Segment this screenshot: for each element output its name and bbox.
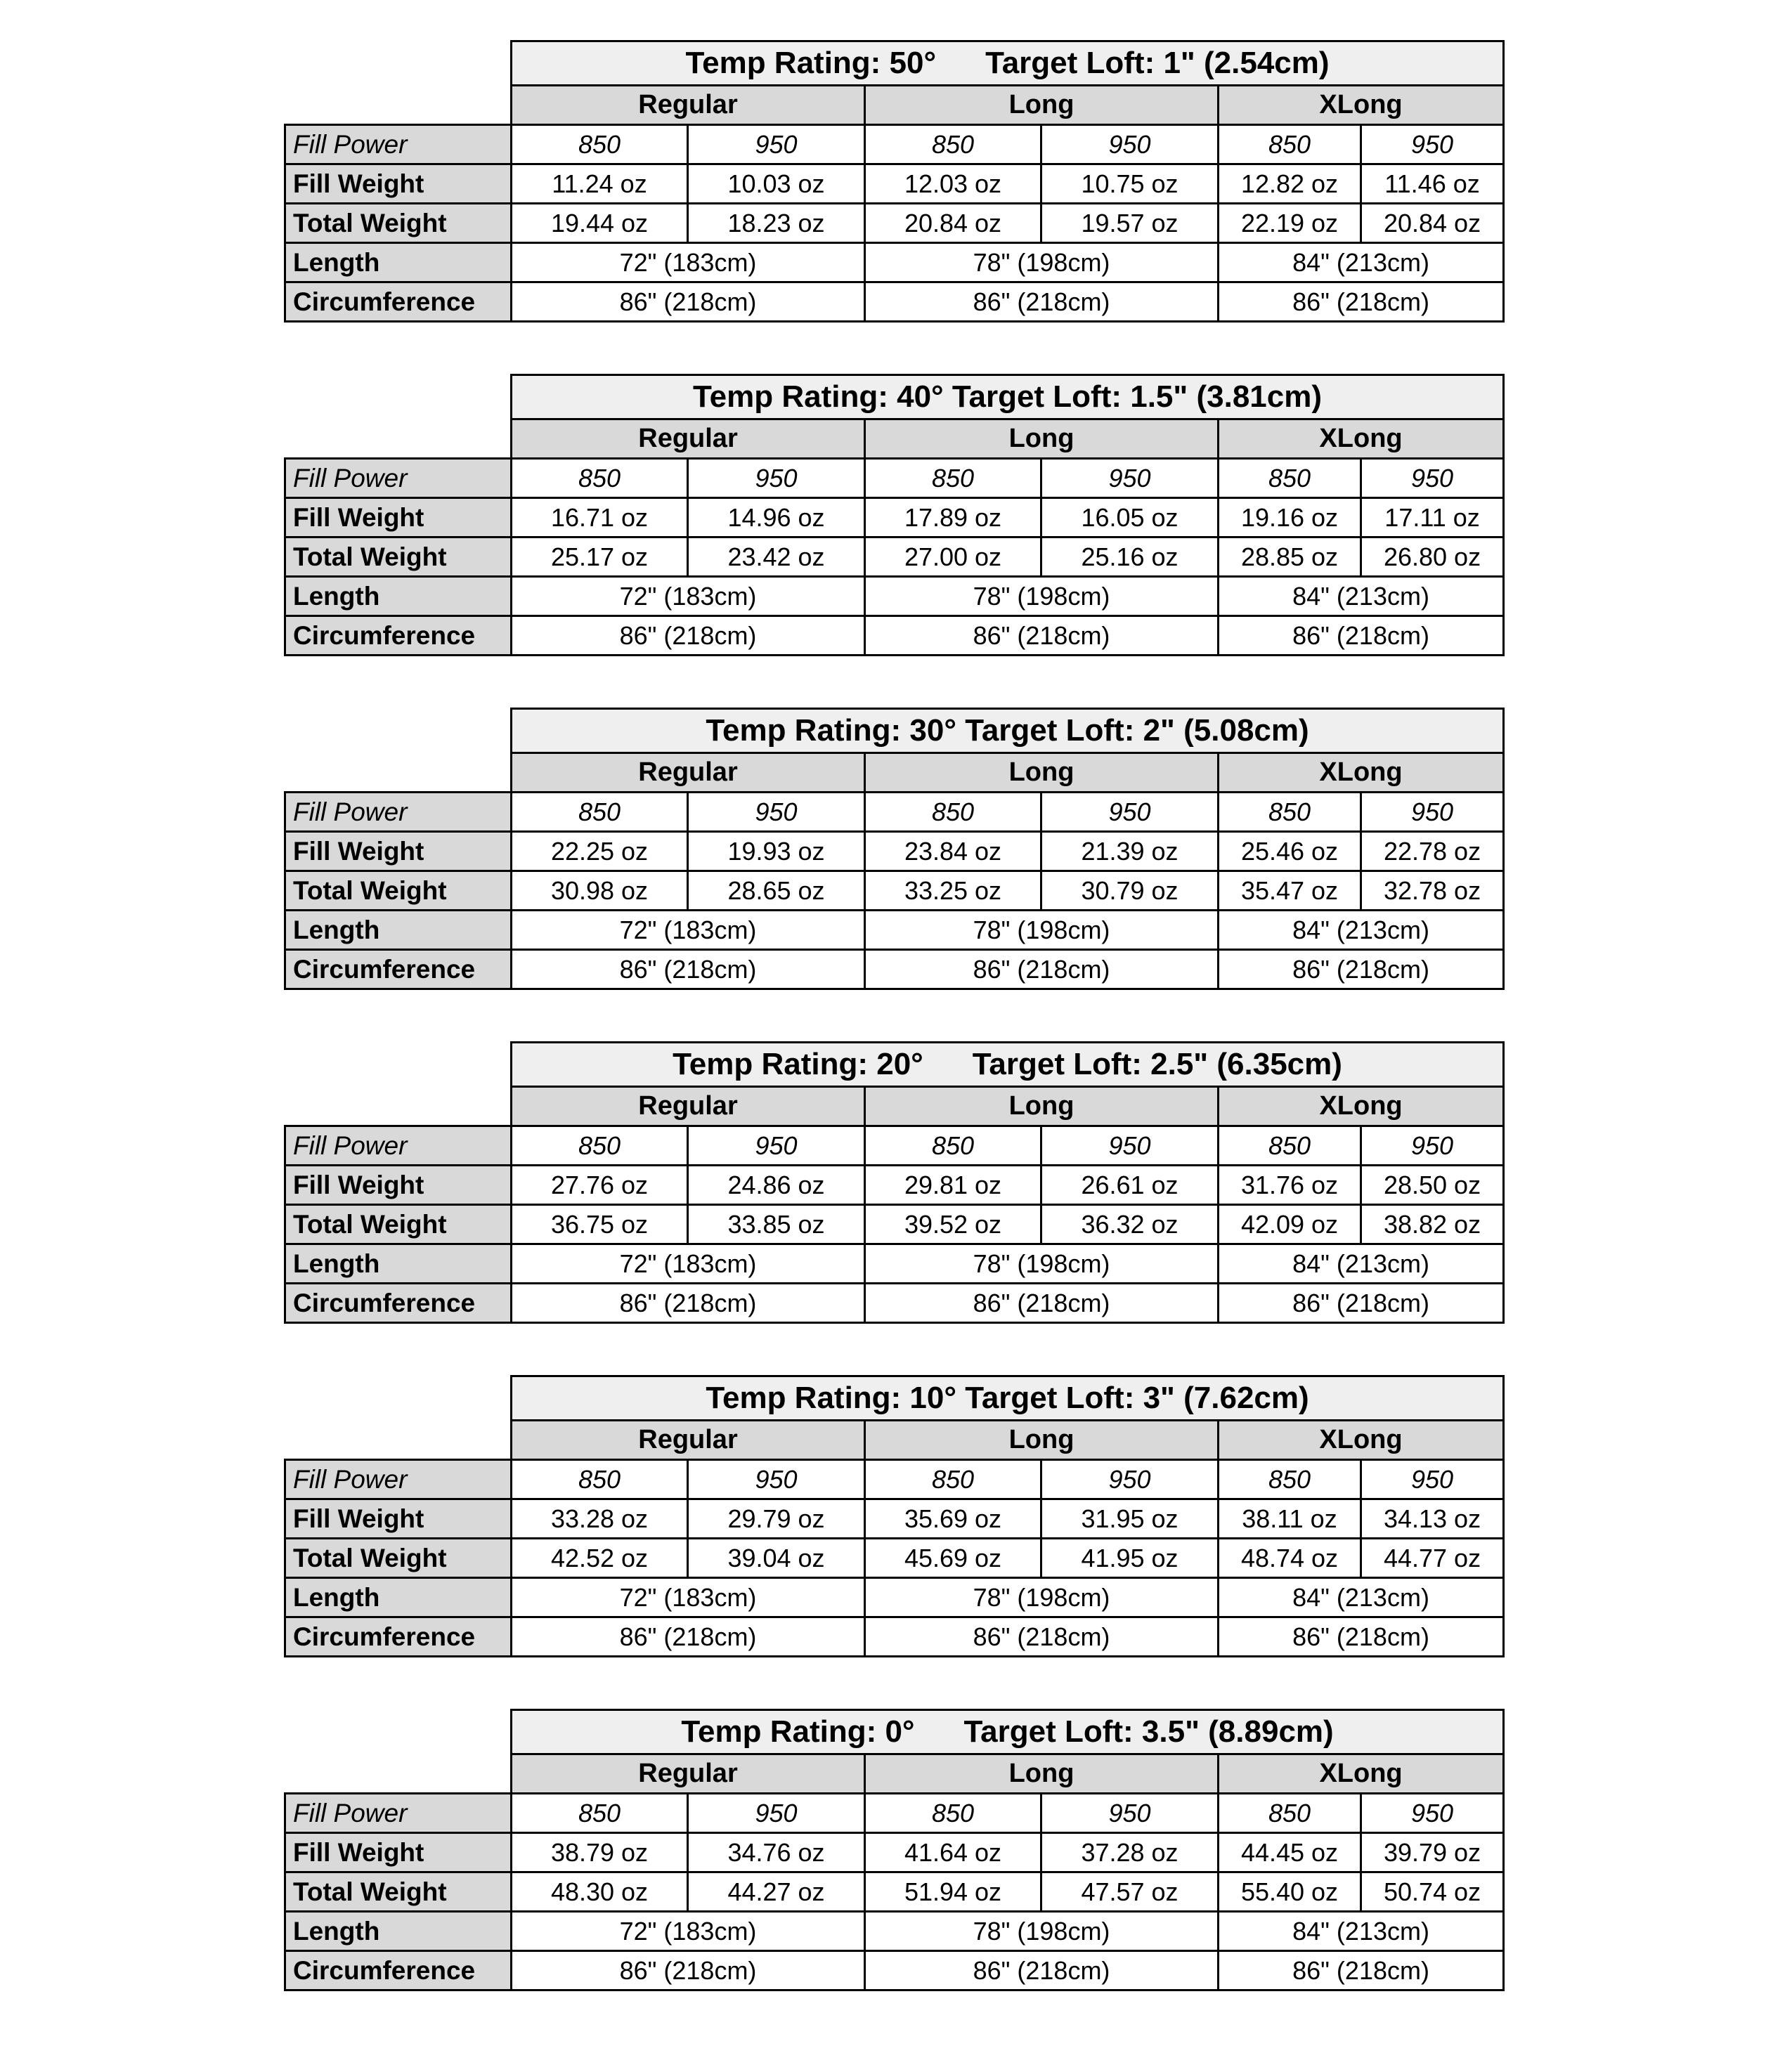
length-cell: 72" (183cm) xyxy=(512,243,865,282)
circumference-cell: 86" (218cm) xyxy=(512,950,865,989)
corner-blank xyxy=(285,1710,512,1754)
spec-table xyxy=(284,40,1505,322)
circumference-cell: 86" (218cm) xyxy=(1219,616,1504,656)
row-label-length: Length xyxy=(285,911,512,950)
size-header: Long xyxy=(865,86,1219,125)
spec-table xyxy=(284,1709,1505,1991)
row-label-fill-weight: Fill Weight xyxy=(285,1166,512,1205)
fill-power-cell: 850 xyxy=(512,793,688,832)
circumference-cell: 86" (218cm) xyxy=(865,616,1219,656)
total-weight-cell: 33.85 oz xyxy=(688,1205,865,1244)
fill-power-cell: 950 xyxy=(688,459,865,498)
total-weight-cell: 41.95 oz xyxy=(1041,1539,1219,1578)
size-header: Regular xyxy=(512,1087,865,1126)
circumference-cell: 86" (218cm) xyxy=(1219,1284,1504,1323)
size-header: XLong xyxy=(1219,1754,1504,1794)
length-cell: 72" (183cm) xyxy=(512,577,865,616)
fill-power-row xyxy=(285,1794,1504,1833)
fill-power-cell: 850 xyxy=(1219,793,1361,832)
fill-weight-cell: 22.25 oz xyxy=(512,832,688,871)
circumference-row xyxy=(285,282,1504,322)
circumference-cell: 86" (218cm) xyxy=(865,950,1219,989)
fill-weight-cell: 19.93 oz xyxy=(688,832,865,871)
fill-weight-cell: 11.46 oz xyxy=(1361,164,1504,204)
fill-weight-cell: 17.11 oz xyxy=(1361,498,1504,537)
fill-weight-cell: 35.69 oz xyxy=(865,1499,1041,1539)
total-weight-cell: 23.42 oz xyxy=(688,537,865,577)
table-title xyxy=(512,375,1504,419)
title-row xyxy=(285,41,1504,86)
total-weight-cell: 28.85 oz xyxy=(1219,537,1361,577)
size-header: Long xyxy=(865,419,1219,459)
title-row xyxy=(285,1710,1504,1754)
fill-power-cell: 950 xyxy=(1361,1460,1504,1499)
fill-power-cell: 950 xyxy=(1041,1460,1219,1499)
corner-blank xyxy=(285,1754,512,1794)
target-loft: Target Loft: 2.5" (6.35cm) xyxy=(972,1047,1342,1081)
total-weight-cell: 25.17 oz xyxy=(512,537,688,577)
fill-power-cell: 850 xyxy=(865,1126,1041,1166)
target-loft: Target Loft: 1" (2.54cm) xyxy=(985,46,1330,80)
length-cell: 84" (213cm) xyxy=(1219,1578,1504,1617)
fill-power-row xyxy=(285,793,1504,832)
fill-weight-cell: 22.78 oz xyxy=(1361,832,1504,871)
total-weight-cell: 42.52 oz xyxy=(512,1539,688,1578)
spec-table xyxy=(284,374,1505,656)
total-weight-cell: 19.44 oz xyxy=(512,204,688,243)
length-cell: 78" (198cm) xyxy=(865,243,1219,282)
fill-power-cell: 850 xyxy=(1219,1460,1361,1499)
fill-weight-row xyxy=(285,498,1504,537)
fill-weight-cell: 10.03 oz xyxy=(688,164,865,204)
row-label-length: Length xyxy=(285,577,512,616)
total-weight-cell: 55.40 oz xyxy=(1219,1872,1361,1912)
size-header: XLong xyxy=(1219,1421,1504,1460)
fill-weight-cell: 34.13 oz xyxy=(1361,1499,1504,1539)
length-cell: 84" (213cm) xyxy=(1219,577,1504,616)
size-header: Regular xyxy=(512,1421,865,1460)
fill-weight-cell: 31.95 oz xyxy=(1041,1499,1219,1539)
fill-power-cell: 950 xyxy=(1361,1794,1504,1833)
fill-weight-cell: 10.75 oz xyxy=(1041,164,1219,204)
corner-blank xyxy=(285,1421,512,1460)
length-row xyxy=(285,1578,1504,1617)
table-title xyxy=(512,1376,1504,1421)
row-label-total-weight: Total Weight xyxy=(285,1205,512,1244)
total-weight-cell: 19.57 oz xyxy=(1041,204,1219,243)
row-label-fill-power: Fill Power xyxy=(285,1126,512,1166)
fill-weight-cell: 11.24 oz xyxy=(512,164,688,204)
row-label-total-weight: Total Weight xyxy=(285,537,512,577)
size-header: Regular xyxy=(512,86,865,125)
fill-weight-cell: 17.89 oz xyxy=(865,498,1041,537)
total-weight-cell: 45.69 oz xyxy=(865,1539,1041,1578)
corner-blank xyxy=(285,375,512,419)
fill-power-cell: 950 xyxy=(1361,1126,1504,1166)
fill-power-cell: 850 xyxy=(1219,1794,1361,1833)
size-header: XLong xyxy=(1219,1087,1504,1126)
title-row xyxy=(285,375,1504,419)
temp-rating: Temp Rating: 30° xyxy=(706,713,956,748)
fill-weight-row xyxy=(285,1833,1504,1872)
total-weight-cell: 51.94 oz xyxy=(865,1872,1041,1912)
fill-power-cell: 950 xyxy=(688,125,865,164)
circumference-row xyxy=(285,1951,1504,1990)
fill-weight-cell: 29.81 oz xyxy=(865,1166,1041,1205)
fill-power-cell: 950 xyxy=(688,793,865,832)
row-label-fill-power: Fill Power xyxy=(285,125,512,164)
corner-blank xyxy=(285,1087,512,1126)
fill-power-cell: 950 xyxy=(1361,459,1504,498)
fill-weight-cell: 37.28 oz xyxy=(1041,1833,1219,1872)
row-label-length: Length xyxy=(285,243,512,282)
total-weight-row xyxy=(285,537,1504,577)
size-header: Long xyxy=(865,753,1219,793)
circumference-cell: 86" (218cm) xyxy=(512,616,865,656)
length-cell: 78" (198cm) xyxy=(865,1912,1219,1951)
table-title xyxy=(512,41,1504,86)
row-label-fill-power: Fill Power xyxy=(285,459,512,498)
fill-weight-cell: 12.03 oz xyxy=(865,164,1041,204)
target-loft: Target Loft: 2" (5.08cm) xyxy=(965,713,1309,748)
fill-weight-cell: 38.11 oz xyxy=(1219,1499,1361,1539)
length-cell: 72" (183cm) xyxy=(512,1578,865,1617)
total-weight-cell: 36.32 oz xyxy=(1041,1205,1219,1244)
target-loft: Target Loft: 3" (7.62cm) xyxy=(965,1381,1309,1415)
circumference-row xyxy=(285,1617,1504,1657)
title-row xyxy=(285,1376,1504,1421)
circumference-row xyxy=(285,1284,1504,1323)
fill-weight-cell: 14.96 oz xyxy=(688,498,865,537)
spec-table xyxy=(284,1375,1505,1657)
fill-weight-cell: 24.86 oz xyxy=(688,1166,865,1205)
fill-power-row xyxy=(285,1126,1504,1166)
fill-weight-cell: 34.76 oz xyxy=(688,1833,865,1872)
fill-weight-cell: 23.84 oz xyxy=(865,832,1041,871)
fill-power-cell: 850 xyxy=(512,459,688,498)
row-label-total-weight: Total Weight xyxy=(285,204,512,243)
size-header-row xyxy=(285,1421,1504,1460)
fill-weight-cell: 26.61 oz xyxy=(1041,1166,1219,1205)
circumference-row xyxy=(285,950,1504,989)
fill-power-cell: 850 xyxy=(865,1460,1041,1499)
table-title xyxy=(512,1043,1504,1087)
corner-blank xyxy=(285,1043,512,1087)
total-weight-cell: 39.04 oz xyxy=(688,1539,865,1578)
row-label-circumference: Circumference xyxy=(285,1951,512,1990)
circumference-cell: 86" (218cm) xyxy=(512,1284,865,1323)
size-header: Long xyxy=(865,1421,1219,1460)
row-label-fill-weight: Fill Weight xyxy=(285,1833,512,1872)
fill-weight-cell: 41.64 oz xyxy=(865,1833,1041,1872)
length-cell: 72" (183cm) xyxy=(512,1244,865,1284)
fill-power-cell: 850 xyxy=(1219,1126,1361,1166)
total-weight-cell: 39.52 oz xyxy=(865,1205,1041,1244)
title-row xyxy=(285,709,1504,753)
row-label-fill-weight: Fill Weight xyxy=(285,832,512,871)
total-weight-cell: 30.79 oz xyxy=(1041,871,1219,911)
fill-power-cell: 850 xyxy=(512,125,688,164)
table-title xyxy=(512,1710,1504,1754)
fill-power-cell: 950 xyxy=(1041,793,1219,832)
fill-weight-row xyxy=(285,1166,1504,1205)
row-label-fill-weight: Fill Weight xyxy=(285,164,512,204)
total-weight-cell: 30.98 oz xyxy=(512,871,688,911)
temp-rating: Temp Rating: 50° xyxy=(685,46,937,80)
title-row xyxy=(285,1043,1504,1087)
size-header: Regular xyxy=(512,753,865,793)
fill-power-cell: 850 xyxy=(512,1794,688,1833)
fill-power-cell: 850 xyxy=(865,459,1041,498)
total-weight-cell: 47.57 oz xyxy=(1041,1872,1219,1912)
fill-weight-cell: 38.79 oz xyxy=(512,1833,688,1872)
fill-power-cell: 950 xyxy=(688,1126,865,1166)
total-weight-cell: 48.74 oz xyxy=(1219,1539,1361,1578)
row-label-length: Length xyxy=(285,1912,512,1951)
row-label-total-weight: Total Weight xyxy=(285,871,512,911)
total-weight-cell: 27.00 oz xyxy=(865,537,1041,577)
size-header-row xyxy=(285,86,1504,125)
fill-weight-cell: 39.79 oz xyxy=(1361,1833,1504,1872)
fill-power-cell: 950 xyxy=(1041,1126,1219,1166)
fill-weight-cell: 31.76 oz xyxy=(1219,1166,1361,1205)
fill-power-cell: 950 xyxy=(1041,1794,1219,1833)
fill-power-cell: 850 xyxy=(512,1126,688,1166)
fill-power-cell: 950 xyxy=(1041,125,1219,164)
total-weight-cell: 26.80 oz xyxy=(1361,537,1504,577)
total-weight-row xyxy=(285,1872,1504,1912)
fill-power-cell: 850 xyxy=(865,1794,1041,1833)
total-weight-cell: 44.27 oz xyxy=(688,1872,865,1912)
corner-blank xyxy=(285,709,512,753)
row-label-fill-power: Fill Power xyxy=(285,1460,512,1499)
fill-power-row xyxy=(285,1460,1504,1499)
circumference-cell: 86" (218cm) xyxy=(1219,1617,1504,1657)
fill-power-row xyxy=(285,459,1504,498)
circumference-cell: 86" (218cm) xyxy=(865,1617,1219,1657)
total-weight-cell: 35.47 oz xyxy=(1219,871,1361,911)
row-label-fill-weight: Fill Weight xyxy=(285,498,512,537)
size-header: XLong xyxy=(1219,86,1504,125)
temp-rating: Temp Rating: 10° xyxy=(706,1381,956,1415)
length-cell: 78" (198cm) xyxy=(865,577,1219,616)
circumference-cell: 86" (218cm) xyxy=(865,282,1219,322)
row-label-circumference: Circumference xyxy=(285,950,512,989)
fill-power-cell: 850 xyxy=(512,1460,688,1499)
circumference-cell: 86" (218cm) xyxy=(512,1951,865,1990)
corner-blank xyxy=(285,41,512,86)
row-label-circumference: Circumference xyxy=(285,1617,512,1657)
size-header: Long xyxy=(865,1087,1219,1126)
total-weight-cell: 22.19 oz xyxy=(1219,204,1361,243)
row-label-total-weight: Total Weight xyxy=(285,1539,512,1578)
total-weight-row xyxy=(285,871,1504,911)
circumference-row xyxy=(285,616,1504,656)
circumference-cell: 86" (218cm) xyxy=(1219,1951,1504,1990)
fill-weight-cell: 29.79 oz xyxy=(688,1499,865,1539)
fill-power-cell: 850 xyxy=(1219,459,1361,498)
fill-weight-cell: 16.05 oz xyxy=(1041,498,1219,537)
circumference-cell: 86" (218cm) xyxy=(1219,950,1504,989)
length-row xyxy=(285,577,1504,616)
fill-weight-cell: 12.82 oz xyxy=(1219,164,1361,204)
fill-power-cell: 950 xyxy=(1361,793,1504,832)
total-weight-cell: 25.16 oz xyxy=(1041,537,1219,577)
row-label-circumference: Circumference xyxy=(285,282,512,322)
size-header-row xyxy=(285,1754,1504,1794)
row-label-length: Length xyxy=(285,1244,512,1284)
table-title xyxy=(512,709,1504,753)
total-weight-cell: 38.82 oz xyxy=(1361,1205,1504,1244)
row-label-total-weight: Total Weight xyxy=(285,1872,512,1912)
total-weight-cell: 36.75 oz xyxy=(512,1205,688,1244)
fill-power-cell: 850 xyxy=(865,793,1041,832)
corner-blank xyxy=(285,1376,512,1421)
fill-weight-cell: 33.28 oz xyxy=(512,1499,688,1539)
temp-rating: Temp Rating: 20° xyxy=(673,1047,923,1081)
length-row xyxy=(285,1244,1504,1284)
fill-weight-row xyxy=(285,832,1504,871)
row-label-fill-power: Fill Power xyxy=(285,793,512,832)
size-header-row xyxy=(285,753,1504,793)
fill-weight-cell: 16.71 oz xyxy=(512,498,688,537)
length-cell: 84" (213cm) xyxy=(1219,1244,1504,1284)
total-weight-row xyxy=(285,1539,1504,1578)
size-header: Long xyxy=(865,1754,1219,1794)
total-weight-cell: 50.74 oz xyxy=(1361,1872,1504,1912)
length-cell: 72" (183cm) xyxy=(512,1912,865,1951)
temp-rating: Temp Rating: 0° xyxy=(681,1714,915,1749)
fill-power-cell: 850 xyxy=(1219,125,1361,164)
length-cell: 78" (198cm) xyxy=(865,1244,1219,1284)
total-weight-cell: 48.30 oz xyxy=(512,1872,688,1912)
fill-power-row xyxy=(285,125,1504,164)
length-cell: 84" (213cm) xyxy=(1219,911,1504,950)
total-weight-cell: 28.65 oz xyxy=(688,871,865,911)
total-weight-row xyxy=(285,204,1504,243)
spec-table xyxy=(284,1041,1505,1324)
fill-weight-cell: 44.45 oz xyxy=(1219,1833,1361,1872)
fill-power-cell: 950 xyxy=(1041,459,1219,498)
target-loft: Target Loft: 1.5" (3.81cm) xyxy=(952,379,1323,414)
length-cell: 78" (198cm) xyxy=(865,911,1219,950)
length-cell: 78" (198cm) xyxy=(865,1578,1219,1617)
fill-weight-cell: 25.46 oz xyxy=(1219,832,1361,871)
circumference-cell: 86" (218cm) xyxy=(1219,282,1504,322)
fill-power-cell: 950 xyxy=(688,1794,865,1833)
fill-power-cell: 950 xyxy=(1361,125,1504,164)
length-cell: 84" (213cm) xyxy=(1219,1912,1504,1951)
length-row xyxy=(285,1912,1504,1951)
circumference-cell: 86" (218cm) xyxy=(512,1617,865,1657)
temp-rating: Temp Rating: 40° xyxy=(693,379,944,414)
total-weight-cell: 20.84 oz xyxy=(865,204,1041,243)
fill-weight-row xyxy=(285,164,1504,204)
corner-blank xyxy=(285,419,512,459)
size-header: Regular xyxy=(512,419,865,459)
length-row xyxy=(285,911,1504,950)
corner-blank xyxy=(285,86,512,125)
fill-power-cell: 850 xyxy=(865,125,1041,164)
fill-weight-cell: 27.76 oz xyxy=(512,1166,688,1205)
row-label-fill-power: Fill Power xyxy=(285,1794,512,1833)
fill-weight-cell: 21.39 oz xyxy=(1041,832,1219,871)
total-weight-cell: 18.23 oz xyxy=(688,204,865,243)
row-label-circumference: Circumference xyxy=(285,616,512,656)
size-header: XLong xyxy=(1219,753,1504,793)
total-weight-cell: 20.84 oz xyxy=(1361,204,1504,243)
length-cell: 72" (183cm) xyxy=(512,911,865,950)
circumference-cell: 86" (218cm) xyxy=(865,1951,1219,1990)
fill-weight-row xyxy=(285,1499,1504,1539)
total-weight-cell: 44.77 oz xyxy=(1361,1539,1504,1578)
total-weight-cell: 33.25 oz xyxy=(865,871,1041,911)
size-header: XLong xyxy=(1219,419,1504,459)
circumference-cell: 86" (218cm) xyxy=(512,282,865,322)
total-weight-row xyxy=(285,1205,1504,1244)
size-header-row xyxy=(285,1087,1504,1126)
fill-weight-cell: 19.16 oz xyxy=(1219,498,1361,537)
total-weight-cell: 42.09 oz xyxy=(1219,1205,1361,1244)
row-label-length: Length xyxy=(285,1578,512,1617)
spec-table xyxy=(284,708,1505,990)
fill-power-cell: 950 xyxy=(688,1460,865,1499)
length-row xyxy=(285,243,1504,282)
row-label-fill-weight: Fill Weight xyxy=(285,1499,512,1539)
length-cell: 84" (213cm) xyxy=(1219,243,1504,282)
target-loft: Target Loft: 3.5" (8.89cm) xyxy=(963,1714,1334,1749)
row-label-circumference: Circumference xyxy=(285,1284,512,1323)
fill-weight-cell: 28.50 oz xyxy=(1361,1166,1504,1205)
size-header-row xyxy=(285,419,1504,459)
total-weight-cell: 32.78 oz xyxy=(1361,871,1504,911)
corner-blank xyxy=(285,753,512,793)
size-header: Regular xyxy=(512,1754,865,1794)
circumference-cell: 86" (218cm) xyxy=(865,1284,1219,1323)
